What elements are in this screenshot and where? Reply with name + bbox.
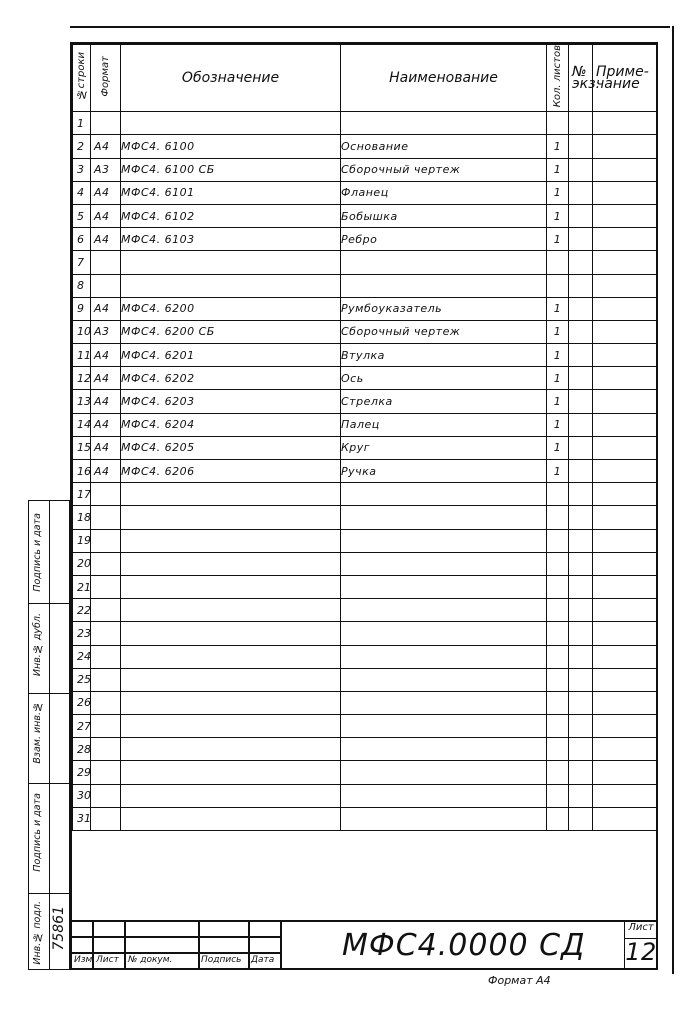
format-cell xyxy=(91,112,121,135)
designation-cell xyxy=(121,715,341,738)
table-row xyxy=(73,436,657,459)
format-cell xyxy=(91,715,121,738)
format-cell: А4 xyxy=(91,135,121,158)
row-number: 7 xyxy=(73,251,91,274)
name-cell xyxy=(341,483,547,506)
designation-cell: МФС4. 6200 СБ xyxy=(121,320,341,343)
row-number: 9 xyxy=(73,297,91,320)
table-row xyxy=(73,344,657,367)
table-row xyxy=(73,552,657,575)
row-number: 10 xyxy=(73,320,91,343)
designation-cell xyxy=(121,251,341,274)
name-cell xyxy=(341,784,547,807)
name-cell: Сборочный чертеж xyxy=(341,320,547,343)
sheets-cell xyxy=(547,575,569,598)
header-copies: № экз. xyxy=(569,45,593,112)
sheets-cell xyxy=(547,483,569,506)
format-cell: А4 xyxy=(91,390,121,413)
format-cell xyxy=(91,645,121,668)
sheet-label: Лист xyxy=(625,922,657,939)
note-cell xyxy=(593,599,657,622)
inv-number-value: 75861 xyxy=(51,906,67,951)
format-cell: А3 xyxy=(91,320,121,343)
table-row xyxy=(73,274,657,297)
name-cell: Основание xyxy=(341,135,547,158)
table-row xyxy=(73,460,657,483)
table-row xyxy=(73,506,657,529)
replace-inv-label: Взам. инв.№ xyxy=(32,701,43,764)
top-border-line xyxy=(70,26,670,28)
designation-cell xyxy=(121,645,341,668)
designation-cell xyxy=(121,784,341,807)
sign-label: Подпись xyxy=(201,955,242,965)
note-cell xyxy=(593,390,657,413)
note-cell xyxy=(593,181,657,204)
name-cell xyxy=(341,552,547,575)
copies-cell xyxy=(569,460,593,483)
copies-cell xyxy=(569,274,593,297)
format-cell xyxy=(91,784,121,807)
designation-cell xyxy=(121,599,341,622)
sheets-cell xyxy=(547,251,569,274)
designation-cell: МФС4. 6100 xyxy=(121,135,341,158)
copies-cell xyxy=(569,158,593,181)
header-note: Приме-чание xyxy=(593,45,657,112)
name-cell xyxy=(341,529,547,552)
right-border-line xyxy=(672,26,674,974)
row-number: 5 xyxy=(73,204,91,227)
header-name: Наименование xyxy=(341,45,547,112)
row-number: 24 xyxy=(73,645,91,668)
copies-cell xyxy=(569,228,593,251)
note-cell xyxy=(593,436,657,459)
name-cell xyxy=(341,715,547,738)
inv-orig-label: Инв.№ подл. xyxy=(32,901,43,965)
copies-cell xyxy=(569,483,593,506)
designation-cell: МФС4. 6202 xyxy=(121,367,341,390)
sheets-cell: 1 xyxy=(547,181,569,204)
name-cell: Бобышка xyxy=(341,204,547,227)
sheets-cell: 1 xyxy=(547,204,569,227)
name-cell xyxy=(341,761,547,784)
copies-cell xyxy=(569,645,593,668)
sheets-cell xyxy=(547,622,569,645)
table-row xyxy=(73,738,657,761)
format-cell xyxy=(91,483,121,506)
table-row xyxy=(73,367,657,390)
name-cell: Сборочный чертеж xyxy=(341,158,547,181)
sheets-cell: 1 xyxy=(547,135,569,158)
format-cell: А4 xyxy=(91,367,121,390)
row-number: 2 xyxy=(73,135,91,158)
name-cell xyxy=(341,251,547,274)
note-cell xyxy=(593,297,657,320)
name-cell xyxy=(341,691,547,714)
copies-cell xyxy=(569,413,593,436)
sheet-number: 12 xyxy=(625,938,657,966)
designation-cell: МФС4. 6206 xyxy=(121,460,341,483)
note-cell xyxy=(593,158,657,181)
designation-cell xyxy=(121,691,341,714)
note-cell xyxy=(593,320,657,343)
format-cell: А4 xyxy=(91,460,121,483)
name-cell: Палец xyxy=(341,413,547,436)
copies-cell xyxy=(569,181,593,204)
row-number: 13 xyxy=(73,390,91,413)
format-cell: А4 xyxy=(91,436,121,459)
name-cell: Румбоуказатель xyxy=(341,297,547,320)
table-row xyxy=(73,135,657,158)
format-cell: А4 xyxy=(91,297,121,320)
inv-dup-label: Инв.№ дубл. xyxy=(32,613,43,677)
table-header-row xyxy=(73,45,657,112)
note-cell xyxy=(593,552,657,575)
date-label: Дата xyxy=(251,955,275,965)
sheets-cell xyxy=(547,645,569,668)
table-row xyxy=(73,228,657,251)
name-cell: Ребро xyxy=(341,228,547,251)
format-cell: А4 xyxy=(91,413,121,436)
designation-cell: МФС4. 6101 xyxy=(121,181,341,204)
format-cell: А4 xyxy=(91,228,121,251)
note-cell xyxy=(593,506,657,529)
sheets-cell xyxy=(547,506,569,529)
name-cell xyxy=(341,575,547,598)
sheets-cell xyxy=(547,112,569,135)
format-cell xyxy=(91,807,121,830)
izm-label: Изм xyxy=(74,955,93,965)
note-cell xyxy=(593,761,657,784)
copies-cell xyxy=(569,320,593,343)
designation-cell xyxy=(121,761,341,784)
format-cell xyxy=(91,552,121,575)
format-cell: А3 xyxy=(91,158,121,181)
sheets-cell: 1 xyxy=(547,320,569,343)
row-number: 29 xyxy=(73,761,91,784)
format-cell xyxy=(91,738,121,761)
format-cell xyxy=(91,251,121,274)
table-row xyxy=(73,320,657,343)
format-cell: А4 xyxy=(91,344,121,367)
sheets-cell xyxy=(547,807,569,830)
copies-cell xyxy=(569,738,593,761)
name-cell: Фланец xyxy=(341,181,547,204)
row-number: 18 xyxy=(73,506,91,529)
row-number: 11 xyxy=(73,344,91,367)
document-code: МФС4.0000 СД xyxy=(342,928,586,963)
table-row xyxy=(73,390,657,413)
table-row xyxy=(73,413,657,436)
note-cell xyxy=(593,228,657,251)
designation-cell: МФС4. 6201 xyxy=(121,344,341,367)
name-cell xyxy=(341,112,547,135)
copies-cell xyxy=(569,807,593,830)
designation-cell xyxy=(121,575,341,598)
sheets-cell: 1 xyxy=(547,158,569,181)
sign-date2-label: Подпись и дата xyxy=(32,793,43,872)
sheets-cell xyxy=(547,552,569,575)
designation-cell: МФС4. 6100 СБ xyxy=(121,158,341,181)
copies-cell xyxy=(569,529,593,552)
designation-cell: МФС4. 6204 xyxy=(121,413,341,436)
sheet-box xyxy=(624,920,657,968)
format-cell xyxy=(91,668,121,691)
row-number: 19 xyxy=(73,529,91,552)
row-number: 25 xyxy=(73,668,91,691)
copies-cell xyxy=(569,506,593,529)
copies-cell xyxy=(569,112,593,135)
sign-date-label: Подпись и дата xyxy=(32,513,43,592)
note-cell xyxy=(593,645,657,668)
note-cell xyxy=(593,251,657,274)
format-cell xyxy=(91,529,121,552)
header-sheets: Кол. листов xyxy=(547,45,569,112)
table-row xyxy=(73,204,657,227)
side-stamp xyxy=(28,500,70,970)
sheets-cell: 1 xyxy=(547,228,569,251)
row-number: 27 xyxy=(73,715,91,738)
designation-cell: МФС4. 6203 xyxy=(121,390,341,413)
note-cell xyxy=(593,691,657,714)
table-row xyxy=(73,691,657,714)
copies-cell xyxy=(569,204,593,227)
row-number: 17 xyxy=(73,483,91,506)
designation-cell: МФС4. 6103 xyxy=(121,228,341,251)
sheets-cell: 1 xyxy=(547,460,569,483)
sheets-cell xyxy=(547,738,569,761)
list-label: Лист xyxy=(96,955,119,965)
row-number: 4 xyxy=(73,181,91,204)
row-number: 31 xyxy=(73,807,91,830)
designation-cell xyxy=(121,668,341,691)
designation-cell xyxy=(121,506,341,529)
sheets-cell: 1 xyxy=(547,297,569,320)
table-row xyxy=(73,181,657,204)
row-number: 23 xyxy=(73,622,91,645)
name-cell: Круг xyxy=(341,436,547,459)
note-cell xyxy=(593,575,657,598)
table-row xyxy=(73,668,657,691)
designation-cell xyxy=(121,552,341,575)
copies-cell xyxy=(569,715,593,738)
row-number: 12 xyxy=(73,367,91,390)
sheets-cell: 1 xyxy=(547,413,569,436)
name-cell xyxy=(341,599,547,622)
name-cell xyxy=(341,622,547,645)
copies-cell xyxy=(569,784,593,807)
row-number: 16 xyxy=(73,460,91,483)
row-number: 14 xyxy=(73,413,91,436)
sheets-cell xyxy=(547,529,569,552)
row-number: 3 xyxy=(73,158,91,181)
title-block xyxy=(72,920,656,968)
table-row xyxy=(73,483,657,506)
copies-cell xyxy=(569,344,593,367)
row-number: 8 xyxy=(73,274,91,297)
copies-cell xyxy=(569,367,593,390)
format-cell: А4 xyxy=(91,181,121,204)
format-footer: Формат А4 xyxy=(488,974,551,987)
note-cell xyxy=(593,483,657,506)
designation-cell: МФС4. 6102 xyxy=(121,204,341,227)
designation-cell: МФС4. 6200 xyxy=(121,297,341,320)
note-cell xyxy=(593,204,657,227)
copies-cell xyxy=(569,622,593,645)
name-cell xyxy=(341,274,547,297)
name-cell xyxy=(341,807,547,830)
sheets-cell: 1 xyxy=(547,436,569,459)
note-cell xyxy=(593,135,657,158)
row-number: 22 xyxy=(73,599,91,622)
table-row xyxy=(73,645,657,668)
copies-cell xyxy=(569,297,593,320)
table-row xyxy=(73,158,657,181)
table-row xyxy=(73,715,657,738)
sheets-cell xyxy=(547,668,569,691)
format-cell xyxy=(91,691,121,714)
row-number: 15 xyxy=(73,436,91,459)
note-cell xyxy=(593,668,657,691)
name-cell xyxy=(341,738,547,761)
header-format: Формат xyxy=(91,45,121,112)
sheets-cell xyxy=(547,715,569,738)
table-row xyxy=(73,529,657,552)
row-number: 28 xyxy=(73,738,91,761)
table-row xyxy=(73,599,657,622)
row-number: 6 xyxy=(73,228,91,251)
format-cell xyxy=(91,761,121,784)
sheets-cell xyxy=(547,761,569,784)
name-cell: Ручка xyxy=(341,460,547,483)
name-cell: Стрелка xyxy=(341,390,547,413)
table-row xyxy=(73,622,657,645)
table-row xyxy=(73,761,657,784)
row-number: 30 xyxy=(73,784,91,807)
specification-table xyxy=(72,44,657,831)
copies-cell xyxy=(569,668,593,691)
note-cell xyxy=(593,784,657,807)
table-row xyxy=(73,297,657,320)
row-number: 26 xyxy=(73,691,91,714)
name-cell xyxy=(341,645,547,668)
doc-no-label: № докум. xyxy=(128,955,173,965)
note-cell xyxy=(593,460,657,483)
name-cell: Втулка xyxy=(341,344,547,367)
designation-cell xyxy=(121,738,341,761)
copies-cell xyxy=(569,599,593,622)
copies-cell xyxy=(569,390,593,413)
copies-cell xyxy=(569,135,593,158)
designation-cell xyxy=(121,483,341,506)
sheets-cell xyxy=(547,599,569,622)
note-cell xyxy=(593,807,657,830)
format-cell: А4 xyxy=(91,204,121,227)
designation-cell xyxy=(121,274,341,297)
header-row-number: №строки xyxy=(73,45,91,112)
format-cell xyxy=(91,575,121,598)
copies-cell xyxy=(569,691,593,714)
designation-cell xyxy=(121,112,341,135)
header-designation: Обозначение xyxy=(121,45,341,112)
format-cell xyxy=(91,274,121,297)
row-number: 21 xyxy=(73,575,91,598)
sheets-cell: 1 xyxy=(547,367,569,390)
sheets-cell xyxy=(547,784,569,807)
copies-cell xyxy=(569,251,593,274)
table-row xyxy=(73,112,657,135)
note-cell xyxy=(593,413,657,436)
note-cell xyxy=(593,112,657,135)
designation-cell xyxy=(121,807,341,830)
format-cell xyxy=(91,599,121,622)
copies-cell xyxy=(569,552,593,575)
sheets-cell xyxy=(547,274,569,297)
designation-cell xyxy=(121,529,341,552)
designation-cell xyxy=(121,622,341,645)
note-cell xyxy=(593,622,657,645)
format-cell xyxy=(91,506,121,529)
copies-cell xyxy=(569,761,593,784)
note-cell xyxy=(593,738,657,761)
note-cell xyxy=(593,715,657,738)
copies-cell xyxy=(569,436,593,459)
note-cell xyxy=(593,344,657,367)
table-row xyxy=(73,251,657,274)
name-cell: Ось xyxy=(341,367,547,390)
note-cell xyxy=(593,367,657,390)
sheets-cell xyxy=(547,691,569,714)
row-number: 20 xyxy=(73,552,91,575)
note-cell xyxy=(593,529,657,552)
row-number: 1 xyxy=(73,112,91,135)
table-row xyxy=(73,807,657,830)
format-cell xyxy=(91,622,121,645)
copies-cell xyxy=(569,575,593,598)
name-cell xyxy=(341,668,547,691)
designation-cell: МФС4. 6205 xyxy=(121,436,341,459)
table-row xyxy=(73,784,657,807)
sheets-cell: 1 xyxy=(547,390,569,413)
name-cell xyxy=(341,506,547,529)
table-row xyxy=(73,575,657,598)
note-cell xyxy=(593,274,657,297)
sheets-cell: 1 xyxy=(547,344,569,367)
